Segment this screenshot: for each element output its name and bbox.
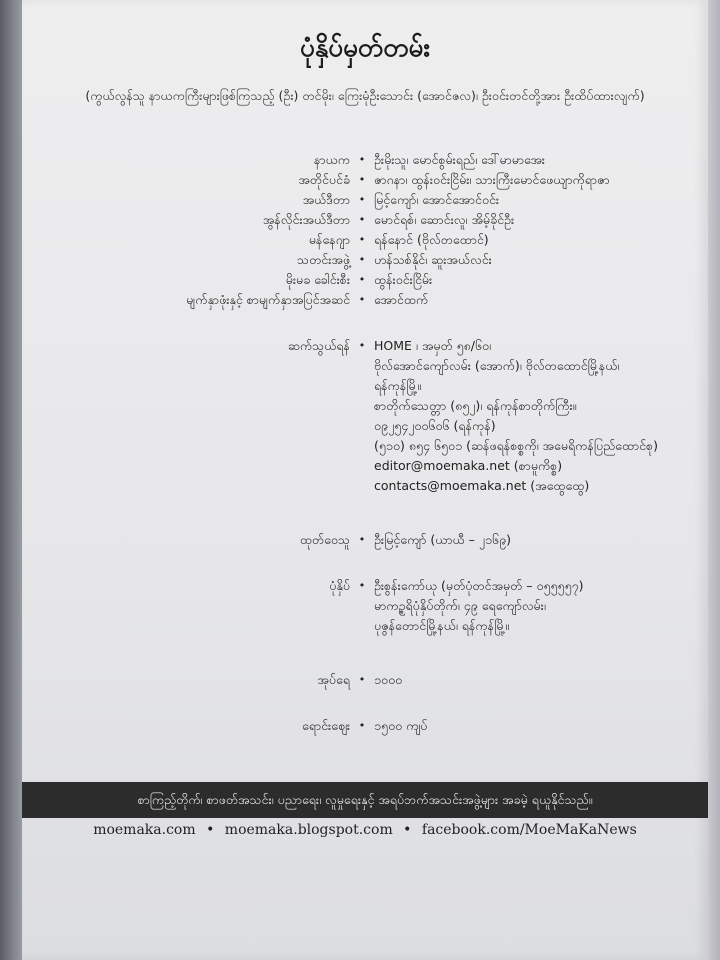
contact-line: စာတိုက်သေတ္တာ (၈၅၂)၊ ရန်ကုန်စာတိုက်ကြီး။ xyxy=(374,398,577,413)
bullet: • xyxy=(358,339,366,352)
contact-line: ၀၉၂၅၄၂၀၀၆၀၆ (ရန်ကုန်) xyxy=(374,418,496,433)
contact-lines xyxy=(374,336,708,496)
staff-value: မောင်ရစ်၊ ဆောင်းလူ၊ အိမ့်ခိုင်ဦး xyxy=(374,212,515,227)
staff-row xyxy=(22,290,708,310)
publisher-value: ဦးမြင့်ကျော် (ယာယီ – ၂၁၆၉) xyxy=(374,532,511,547)
contact-row xyxy=(22,336,708,496)
book-right-edge xyxy=(708,0,720,960)
publisher-row xyxy=(22,530,708,550)
staff-row xyxy=(22,210,708,230)
imprint-details xyxy=(22,150,708,736)
bullet: • xyxy=(358,153,366,166)
staff-label: နာယက xyxy=(314,152,350,167)
contact-line: ရန်ကုန်မြို့။ xyxy=(374,378,422,393)
page-title: ပုံနှိပ်မှတ်တမ်း xyxy=(299,33,431,63)
bullet: • xyxy=(358,673,366,686)
staff-row xyxy=(22,150,708,170)
printer-lines xyxy=(374,576,708,636)
bullet: • xyxy=(358,719,366,732)
staff-label: အယ်ဒီတာ xyxy=(302,192,350,207)
staff-label: အွန်လိုင်းအယ်ဒီတာ xyxy=(262,212,350,227)
contact-line: ဗိုလ်အောင်ကျော်လမ်း (အောက်)၊ ဗိုလ်တထောင်မြို့နယ်၊ xyxy=(374,358,620,373)
bullet: • xyxy=(358,273,366,286)
copies-row xyxy=(22,670,708,690)
bullet: • xyxy=(358,579,366,592)
printer-row xyxy=(22,576,708,636)
price-label: ရောင်းဈေး xyxy=(302,718,350,733)
bullet: • xyxy=(358,193,366,206)
staff-value: ရန်နောင် (ဗိုလ်တထောင်) xyxy=(374,232,489,247)
staff-row xyxy=(22,230,708,250)
website-link: moemaka.com xyxy=(93,822,196,838)
website-link: facebook.com/MoeMaKaNews xyxy=(421,822,637,838)
contact-line: contacts@moemaka.net (အထွေထွေ) xyxy=(374,478,590,493)
contact-line: HOME ၊ အမှတ် ၅၈/၆၀၊ xyxy=(374,338,492,353)
printer-line: ဦးစွန်းကော်ယု (မှတ်ပုံတင်အမှတ် – ၀၅၅၅၅၇) xyxy=(374,578,584,593)
bullet: • xyxy=(358,213,366,226)
staff-label: အတိုင်ပင်ခံ xyxy=(298,172,350,187)
free-copy-banner: စာကြည့်တိုက်၊ စာဖတ်အသင်း၊ ပညာရေး၊ လူမှုရေးနှင့် အရပ်ဘက်အသင်းအဖွဲ့များ အခမဲ့ ရယူနိုင်သည်။ xyxy=(22,782,708,818)
staff-value: မြင့်ကျော်၊ အောင်အောင်ဝင်း xyxy=(374,192,500,207)
copies-label: အုပ်ရေ xyxy=(317,672,350,687)
website-line xyxy=(22,822,708,838)
printer-label: ပုံနှိပ် xyxy=(329,578,350,593)
publisher-label: ထုတ်ဝေသူ xyxy=(299,532,350,547)
website-link: moemaka.blogspot.com xyxy=(224,822,393,838)
bullet: • xyxy=(358,233,366,246)
staff-label: သတင်းအဖွဲ့ xyxy=(297,252,350,267)
staff-row xyxy=(22,190,708,210)
contact-line: (၅၁၀) ၈၅၄ ၆၅၀၁ (ဆန်ဖရန်စစ္စကို၊ အမေရိကန်ပြည်ထောင်စု) xyxy=(374,438,659,453)
staff-list xyxy=(22,150,708,310)
imprint-page xyxy=(22,0,708,960)
staff-row xyxy=(22,250,708,270)
contact-label: ဆက်သွယ်ရန် xyxy=(287,338,350,353)
printer-line: ပုဇွန်တောင်မြို့နယ်၊ ရန်ကုန်မြို့။ xyxy=(374,618,510,633)
price-row xyxy=(22,716,708,736)
copies-value: ၁၀၀၀ xyxy=(374,672,403,687)
bullet: • xyxy=(403,822,412,838)
bullet: • xyxy=(358,253,366,266)
staff-label: မန်နေဂျာ xyxy=(308,232,350,247)
staff-value: အောင်ထက် xyxy=(374,292,429,307)
book-left-edge xyxy=(0,0,22,960)
contact-line: editor@moemaka.net (စာမူကိစ္စ) xyxy=(374,458,563,473)
staff-value: ဟန်သစ်နိုင်၊ ဆူးအယ်လင်း xyxy=(374,252,492,267)
staff-value: ဇာဂနာ၊ ထွန်းဝင်းငြိမ်း၊ သားကြီးမောင်ဖေယျာကိုရာဇာ xyxy=(374,172,610,187)
staff-label: မျက်နှာဖုံးနှင့် စာမျက်နှာအပြင်အဆင် xyxy=(186,292,350,307)
printer-line: မာကဥ္စရိပုံနှိပ်တိုက်၊ ၄၉ ရေကျော်လမ်း၊ xyxy=(374,598,546,613)
price-value: ၁၅၀၀ ကျပ် xyxy=(374,718,428,733)
staff-value: ထွန်းဝင်းငြိမ်း xyxy=(374,272,433,287)
dedication-line: (ကွယ်လွန်သူ နာယကကြီးများဖြစ်ကြသည့် (ဦး) တင်မိုး၊ ကြေးမုံဦးသောင်း (အောင်ဇလ)၊ ဦးဝင်းတင်တို့အား ဦးထိပ်ထားလျက်) xyxy=(85,88,645,103)
staff-row xyxy=(22,170,708,190)
bullet: • xyxy=(358,293,366,306)
staff-value: ဦးမိုးသူ၊ မောင်စွမ်းရည်၊ ဒေါ်မာမာအေး xyxy=(374,152,545,167)
staff-label: မိုးမခ ခေါင်းစီး xyxy=(285,272,350,287)
staff-row xyxy=(22,270,708,290)
bullet: • xyxy=(206,822,215,838)
bullet: • xyxy=(358,173,366,186)
bullet: • xyxy=(358,533,366,546)
